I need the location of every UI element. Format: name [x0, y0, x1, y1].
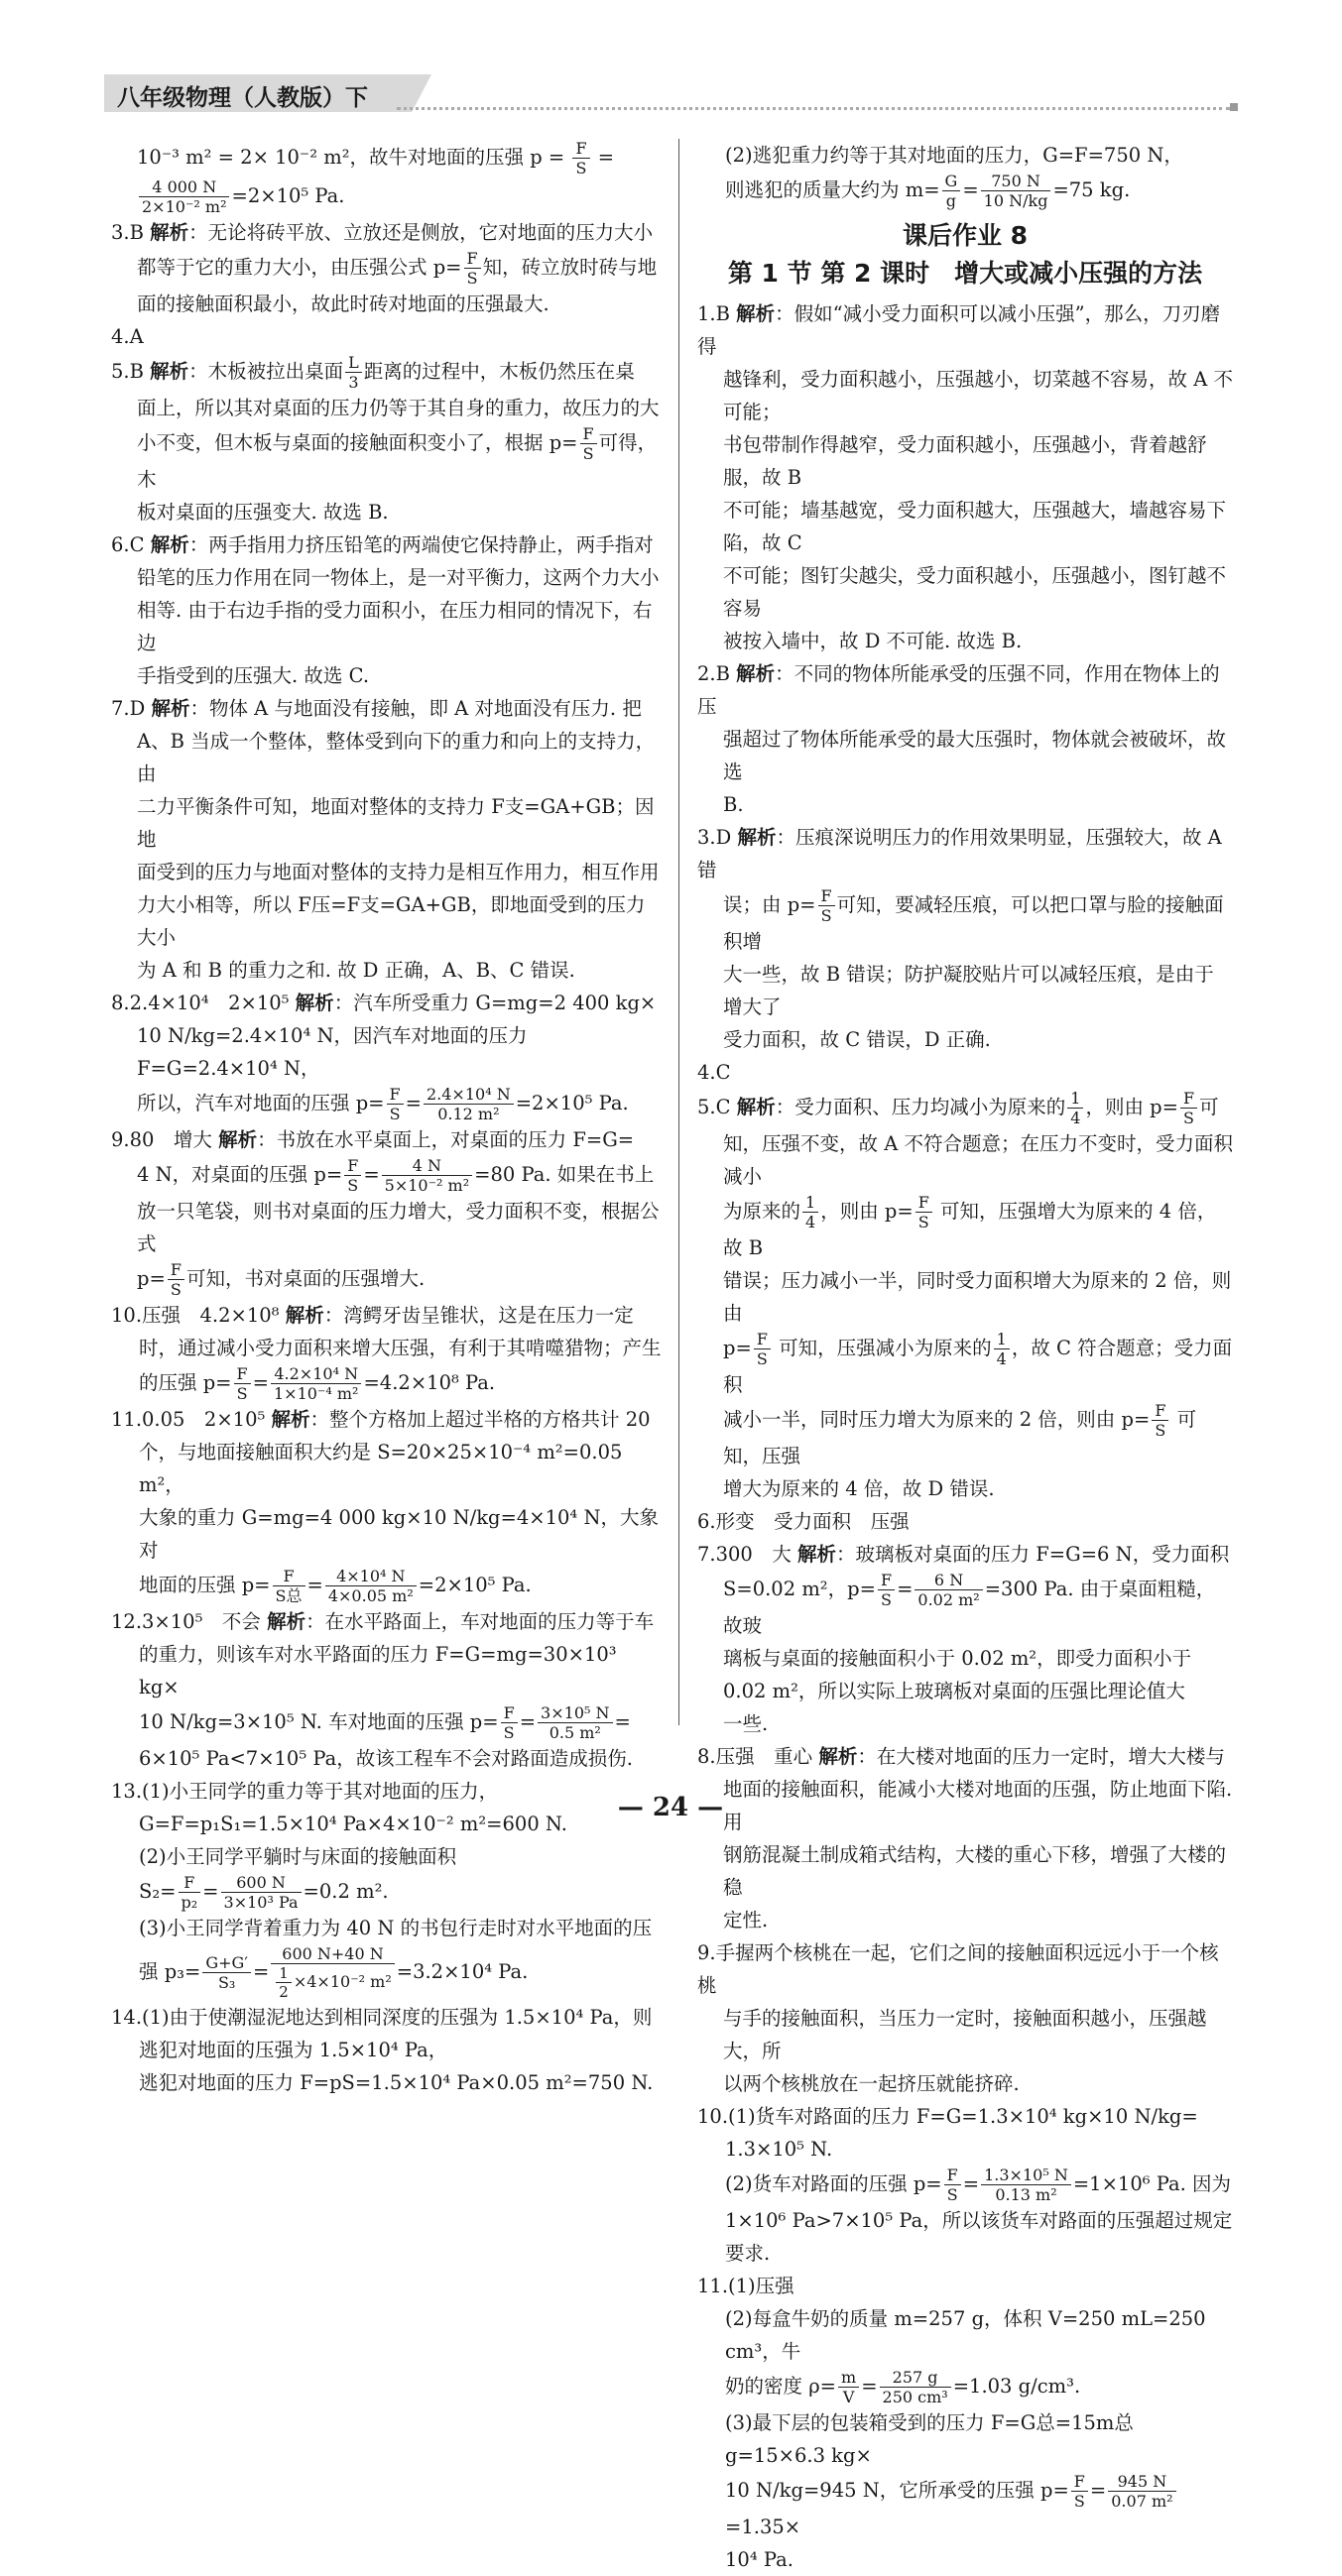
answer-2: 2.B 解析：不同的物体所能承受的压强不同，作用在物体上的压	[697, 662, 1220, 718]
answer-9: 9.80 增大 解析：书放在水平桌面上，对桌面的压力 F=G=	[111, 1128, 635, 1151]
answer-8: 8.2.4×10⁴ 2×10⁵ 解析：汽车所受重力 G=mg=2 400 kg×	[111, 992, 657, 1014]
answer-3: 3.D 解析：压痕深说明压力的作用效果明显，压强较大，故 A 错	[697, 826, 1222, 881]
left-column: 10⁻³ m² = 2× 10⁻² m²，故牛对地面的压强 p = $\frac{F}{S}$ = $\frac{4 000 N}{\text{2×10⁻² m²}}$ =2×10⁵ Pa. 3.B 解析：无论将砖平放、立放还是侧放，它对地面的压力大小 都等于它的重力大小，由压强公式 p= $\frac{F}{S}$ 知，砖立放时砖与地 面的接触面积最小，故此时砖对地面的压强最大. 4.A 5.B 解析：木板被拉出桌面 $\frac{L}{3}$ 距离的过程中，木板仍然压在桌 面上，所以其对桌面的压力仍等于其自身的重力，故压力的大 小不变，但木板与桌面的接触面积变小了，根据 p= $\frac{F}{S}$ 可得，木 板对桌面的压强变大. 故选 B. 6.C 解析：两手指用力挤压铅笔的两端使它保持静止，两手指对 铅笔的压力作用在同一物体上，是一对平衡力，这两个力大小 相等. 由于右边手指的受力面积小，在压力相同的情况下，右边 手指受到的压强大. 故选 C. 7.D 解析：物体 A 与地面没有接触，即 A 对地面没有压力. 把 A、B 当成一个整体，整体受到向下的重力和向上的支持力，由 二力平衡条件可知，地面对整体的支持力 F支=GA+GB；因地 面受到的压力与地面对整体的支持力是相互作用力，相互作用 力大小相等，所以 F压=F支=GA+GB，即地面受到的压力大小 为 A 和 B 的重力之和. 故 D 正确，A、B、C 错误. 8.2.4×10⁴ 2×10⁵ 解析：汽车所受重力 G=mg=2 400 kg× 10 N/kg=2.4×10⁴ N，因汽车对地面的压力 F=G=2.4×10⁴ N， 所以，汽车对地面的压强 p= $\frac{F}{S}$ = $\frac{\text{2.4×10⁴ N}}{\text{0.12 m²}}$ =2×10⁵ Pa. 9.80 增大 解析：书放在水平桌面上，对桌面的压力 F=G= 4 N，对桌面的压强 p= $\frac{F}{S}$ = $\frac{4 N}{\text{5×10⁻² m²}}$ =80 Pa. 如果在书上 放一只笔袋，则书对桌面的压力增大，受力面积不变，根据公式 p= $\frac{F}{S}$ 可知，书对桌面的压强增大. 10.压强 4.2×10⁸ 解析：湾鳄牙齿呈锥状，这是在压力一定 时，通过减小受力面积来增大压强，有利于其啃噬猎物；产生 的压强 p= $\frac{F}{S}$ = $\frac{\text{4.2×10⁴ N}}{\text{1×10⁻⁴ m²}}$ =4.2×10⁸ Pa. 11.0.05 2×10⁵ 解析：整个方格加上超过半格的方格共计 20 个，与地面接触面积大约是 S=20×25×10⁻⁴ m²=0.05 m²， 大象的重力 G=mg=4 000 kg×10 N/kg=4×10⁴ N，大象对 地面的压强 p= $\frac{F}{\text{S总}}$ = $\frac{\text{4×10⁴ N}}{\text{4×0.05 m²}}$ =2×10⁵ Pa. 12.3×10⁵ 不会 解析：在水平路面上，车对地面的压力等于车 的重力，则该车对水平路面的压力 F=G=mg=30×10³ kg× 10 N/kg=3×10⁵ N. 车对地面的压强 p= $\frac{F}{S}$ = $\frac{\text{3×10⁵ N}}{\text{0.5 m²}}$ = 6×10⁵ Pa<7×10⁵ Pa，故该工程车不会对路面造成损伤. 13.(1)小王同学的重力等于其对地面的压力， G=F=p₁S₁=1.5×10⁴ Pa×4×10⁻² m²=600 N. (2)小王同学平躺时与床面的接触面积 S₂= $\frac{F}{\text{p₂}}$ = $\frac{600 N}{\text{3×10³ Pa}}$ =0.2 m². (3)小王同学背着重力为 40 N 的书包行走时对水平地面的压 强 p₃= $\frac{G+G'}{\text{S₃}}$ = 600 N+40 N $\frac{1}{2}$ ×4×10⁻² m² =3.2×10⁴ Pa. 14.(1)由于使潮湿泥地达到相同深度的压强为 1.5×10⁴ Pa，则 逃犯对地面的压强为 1.5×10⁴ Pa， 逃犯对地面的压力 F=pS=1.5×10⁴ Pa×0.05 m²=750 N.	[111, 139, 662, 2094]
header-square-marker	[1230, 103, 1238, 111]
answer-13: 13.(1)小王同学的重力等于其对地面的压力，	[111, 1780, 499, 1803]
answer-3: 3.B 解析：无论将砖平放、立放还是侧放，它对地面的压力大小	[111, 221, 654, 244]
answer-1: 1.B 解析：假如“减小受力面积可以减小压强”，那么，刀刃磨得	[697, 302, 1221, 358]
answer-4: 4.A	[111, 325, 144, 348]
answer-10: 10.(1)货车对路面的压力 F=G=1.3×10⁴ kg×10 N/kg=	[697, 2105, 1198, 2128]
answer-4: 4.C	[697, 1061, 731, 1084]
answer-7: 7.D 解析：物体 A 与地面没有接触，即 A 对地面没有压力. 把	[111, 697, 642, 720]
column-divider	[678, 139, 679, 1725]
answer-9: 9.手握两个核桃在一起，它们之间的接触面积远远小于一个核桃	[697, 1941, 1219, 1997]
section-title: 课后作业 8	[902, 221, 1029, 250]
answer-6: 6.形变 受力面积 压强	[697, 1510, 910, 1533]
answer-14: 14.(1)由于使潮湿泥地达到相同深度的压强为 1.5×10⁴ Pa，则	[111, 2006, 653, 2029]
answer-10: 10.压强 4.2×10⁸ 解析：湾鳄牙齿呈锥状，这是在压力一定	[111, 1304, 634, 1327]
answer-6: 6.C 解析：两手指用力挤压铅笔的两端使它保持静止，两手指对	[111, 533, 654, 556]
answer-11: 11.0.05 2×10⁵ 解析：整个方格加上超过半格的方格共计 20	[111, 1408, 651, 1431]
answer-7: 7.300 大 解析：玻璃板对桌面的压力 F=G=6 N，受力面积	[697, 1543, 1230, 1566]
section-subtitle: 第 1 节 第 2 课时 增大或减小压强的方法	[727, 259, 1203, 288]
right-column: (2)逃犯重力约等于其对地面的压力，G=F=750 N， 则逃犯的质量大约为 m= $\frac{G}{g}$ = $\frac{750 N}{10 N/kg}$ =75 kg. 课后作业 8 第 1 节 第 2 课时 增大或减小压强的方法 1.B 解析：假如“减小受力面积可以减小压强”，那么，刀刃磨得 越锋利，受力面积越小，压强越小，切菜越不容易，故 A 不可能； 书包带制作得越窄，受力面积越小，压强越小，背着越舒服，故 B 不可能；墙基越宽，受力面积越大，压强越大，墙越容易下陷，故 C 不可能；图钉尖越尖，受力面积越小，压强越小，图钉越不容易 被按入墙中，故 D 不可能. 故选 B. 2.B 解析：不同的物体所能承受的压强不同，作用在物体上的压 强超过了物体所能承受的最大压强时，物体就会被破坏，故选 B. 3.D 解析：压痕深说明压力的作用效果明显，压强较大，故 A 错 误；由 p= $\frac{F}{S}$ 可知，要减轻压痕，可以把口罩与脸的接触面积增 大一些，故 B 错误；防护凝胶贴片可以减轻压痕，是由于增大了 受力面积，故 C 错误，D 正确. 4.C 5.C 解析：受力面积、压力均减小为原来的 $\frac{1}{4}$ ，则由 p= $\frac{F}{S}$ 可 知，压强不变，故 A 不符合题意；在压力不变时，受力面积减小 为原来的 $\frac{1}{4}$ ，则由 p= $\frac{F}{S}$ 可知，压强增大为原来的 4 倍，故 B 错误；压力减小一半，同时受力面积增大为原来的 2 倍，则由 p= $\frac{F}{S}$ 可知，压强减小为原来的 $\frac{1}{4}$ ，故 C 符合题意；受力面积 减小一半，同时压力增大为原来的 2 倍，则由 p= $\frac{F}{S}$ 可知，压强 增大为原来的 4 倍，故 D 错误. 6.形变 受力面积 压强 7.300 大 解析：玻璃板对桌面的压力 F=G=6 N，受力面积 S=0.02 m²，p= $\frac{F}{S}$ = $\frac{6 N}{\text{0.02 m²}}$ =300 Pa. 由于桌面粗糙，故玻 璃板与桌面的接触面积小于 0.02 m²，即受力面积小于 0.02 m²，所以实际上玻璃板对桌面的压强比理论值大 一些. 8.压强 重心 解析：在大楼对地面的压力一定时，增大大楼与 地面的接触面积，能减小大楼对地面的压强，防止地面下陷. 用 钢筋混凝土制成箱式结构，大楼的重心下移，增强了大楼的稳 定性. 9.手握两个核桃在一起，它们之间的接触面积远远小于一个核桃 与手的接触面积，当压力一定时，接触面积越小，压强越大，所 以两个核桃放在一起挤压就能挤碎. 10.(1)货车对路面的压力 F=G=1.3×10⁴ kg×10 N/kg= 1.3×10⁵ N. (2)货车对路面的压强 p= $\frac{F}{S}$ = $\frac{\text{1.3×10⁵ N}}{\text{0.13 m²}}$ =1×10⁶ Pa. 因为 1×10⁶ Pa>7×10⁵ Pa，所以该货车对路面的压强超过规定 要求. 11.(1)压强 (2)每盒牛奶的质量 m=257 g，体积 V=250 mL=250 cm³，牛 奶的密度 ρ= $\frac{m}{V}$ = $\frac{257 g}{\text{250 cm³}}$ =1.03 g/cm³. (3)最下层的包装箱受到的压力 F=G总=15m总g=15×6.3 kg× 10 N/kg=945 N，它所承受的压强 p= $\frac{F}{S}$ = $\frac{945 N}{\text{0.07 m²}}$ =1.35× 10⁴ Pa.	[697, 144, 1233, 2571]
answer-5: 5.C 解析：受力面积、压力均减小为原来的 $\frac{1}{4}$ ，则由 p= $\frac{F}{S}$ 可	[697, 1089, 1219, 1127]
header-title: 八年级物理（人教版）下	[117, 85, 368, 111]
answer-12: 12.3×10⁵ 不会 解析：在水平路面上，车对地面的压力等于车	[111, 1610, 655, 1633]
answer-8: 8.压强 重心 解析：在大楼对地面的压力一定时，增大大楼与	[697, 1745, 1225, 1768]
answer-11: 11.(1)压强	[697, 2275, 794, 2297]
page-number: — 24 —	[617, 1793, 724, 1822]
fraction: $\frac{4 000 N}{\text{2×10⁻² m²}}$	[139, 177, 229, 216]
answer-5: 5.B 解析：木板被拉出桌面 $\frac{L}{3}$ 距离的过程中，木板仍然压在桌	[111, 353, 635, 392]
header-dotted-rule	[397, 107, 1230, 110]
